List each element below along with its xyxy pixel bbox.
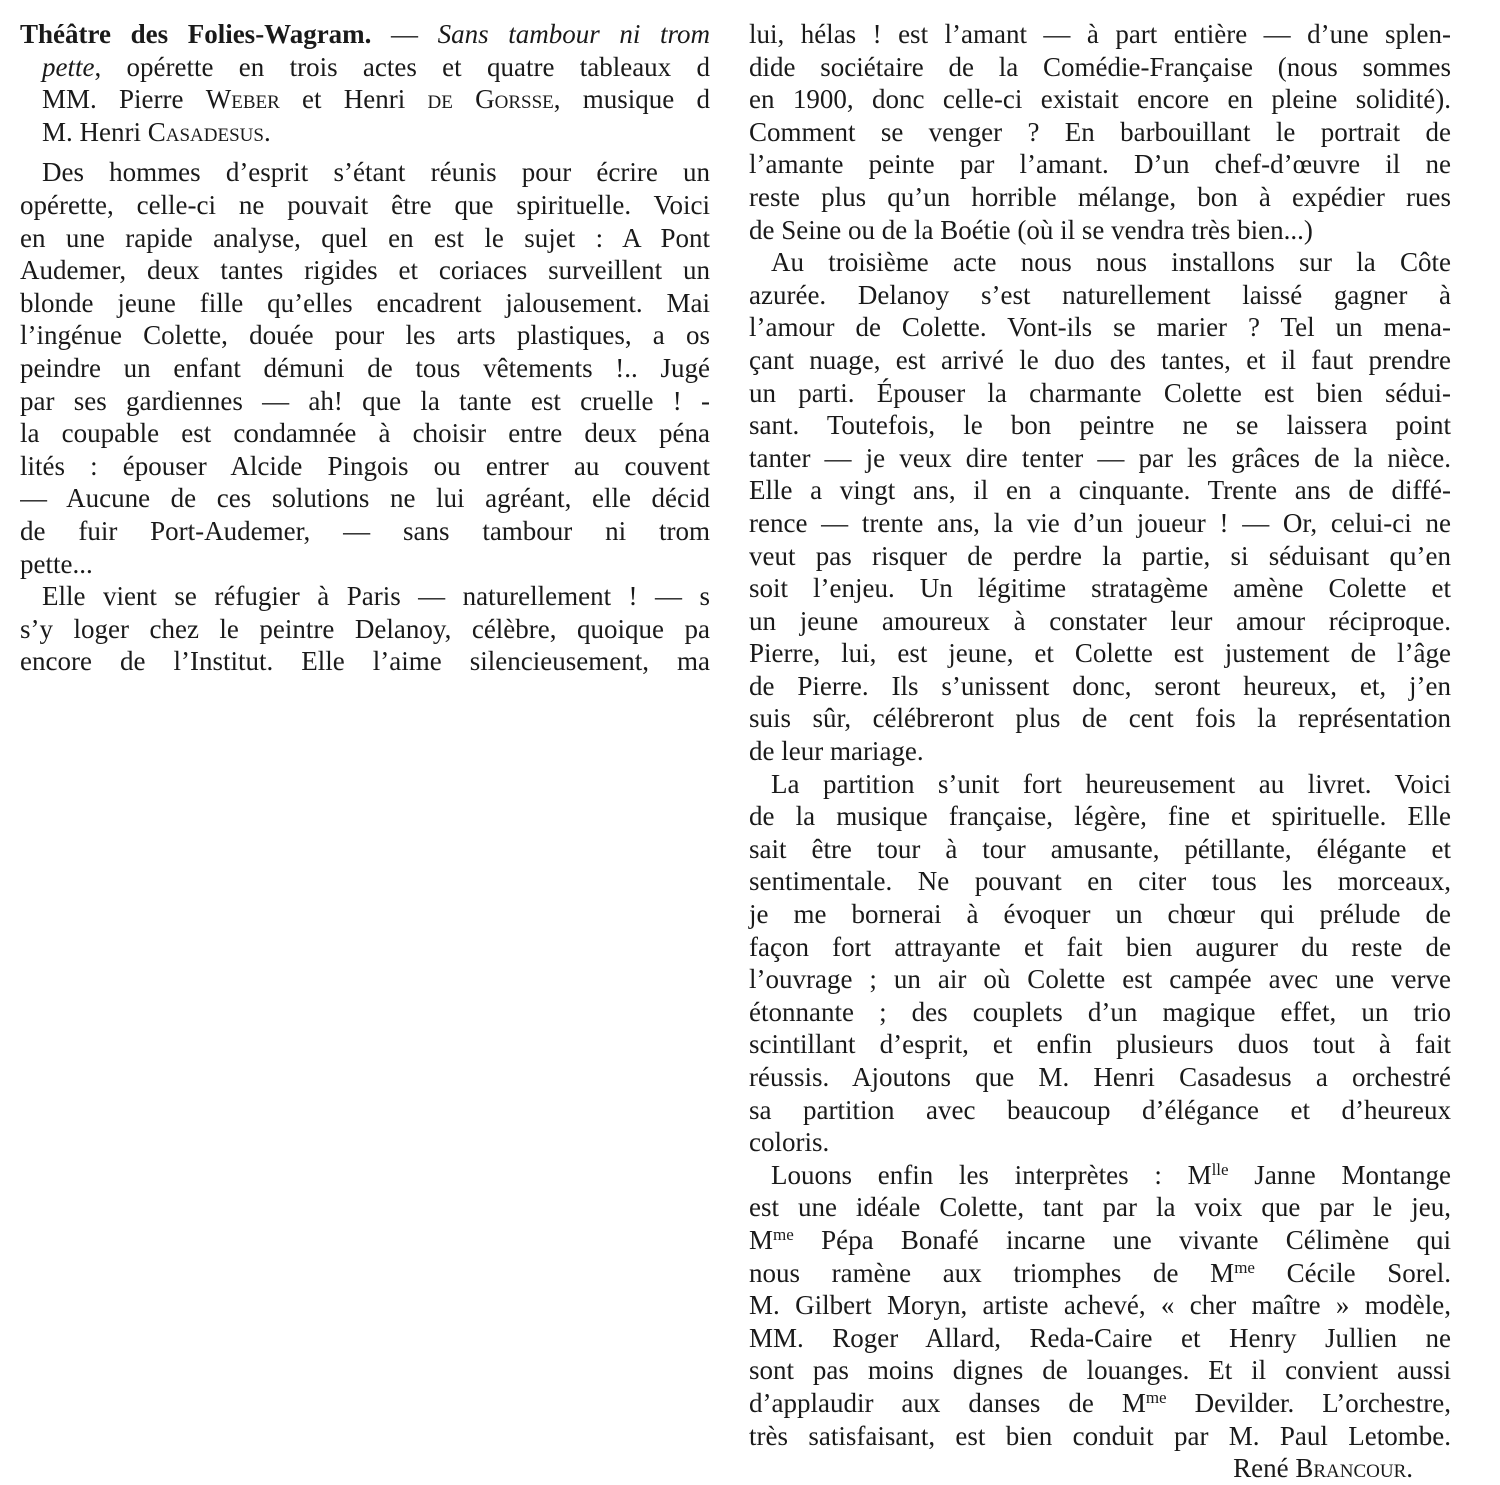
paragraph-line: d’applaudir aux danses de $M^{me}$ Devilder. L’orchestre, <box>749 1387 1451 1418</box>
paragraph-line: l’amour de Colette. Vont-ils se marier ? Tel un mena- <box>749 312 1451 343</box>
paragraph <box>20 580 710 678</box>
paragraph-line: lités : épouser Alcide Pingois ou entrer au couvent <box>20 450 710 481</box>
paragraph-line: Louons enfin les interprètes : $M^{lle}$ Janne Montange <box>771 1159 1451 1190</box>
paragraph-line: veut pas risquer de perdre la partie, si séduisant qu’en <box>749 540 1451 571</box>
paragraph-line: tanter — je veux dire tenter — par les grâces de la nièce. <box>749 442 1451 473</box>
paragraph-line: étonnante ; des couplets d’un magique effet, un trio <box>749 996 1451 1027</box>
paragraph-line: rence — trente ans, la vie d’un joueur ! — Or, celui-ci ne <box>749 507 1451 538</box>
paragraph-line: MM. Pierre Weber et Henri de Gorsse, musique d <box>42 84 710 115</box>
paragraph-line: peindre un enfant démuni de tous vêtements !.. Jugé <box>20 352 710 383</box>
paragraph-line: Elle a vingt ans, il en a cinquante. Trente ans de diffé- <box>749 475 1451 506</box>
paragraph-line: Audemer, deux tantes rigides et coriaces surveillent un <box>20 255 710 286</box>
author-name: Weber <box>205 84 280 115</box>
paragraph-line: très satisfaisant, est bien conduit par M. Paul Letombe. <box>749 1420 1451 1451</box>
paragraph <box>749 1159 1451 1452</box>
paragraph-line: l’ouvrage ; un air où Colette est campée avec une verve <box>749 964 1451 995</box>
paragraph <box>749 18 1451 246</box>
paragraph-line: La partition s’unit fort heureusement au livret. Voici <box>771 768 1451 799</box>
paragraph-line: un parti. Épouser la charmante Colette est bien sédui- <box>749 377 1451 408</box>
paragraph-line: de Seine ou de la Boétie (où il se vendra très bien...) <box>749 214 1313 245</box>
paragraph <box>749 768 1451 1159</box>
paragraph-line: en une rapide analyse, quel en est le sujet : A Pont <box>20 222 710 253</box>
paragraph-line: coloris. <box>749 1127 830 1158</box>
paragraph <box>749 246 1451 768</box>
paragraph-line: l’ingénue Colette, douée pour les arts plastiques, a os <box>20 320 710 351</box>
paragraph-line: sont pas moins dignes de louanges. Et il convient aussi <box>749 1355 1451 1386</box>
paragraph-line: M. Gilbert Moryn, artiste achevé, « cher maître » modèle, <box>749 1290 1451 1321</box>
review-heading-line <box>20 18 710 51</box>
honorific-superscript: me <box>773 1224 794 1244</box>
paragraph-line: nous ramène aux triomphes de $M^{me}$ Cécile Sorel. <box>749 1257 1451 1288</box>
paragraph-line: suis sûr, célébreront plus de cent fois la représentation <box>749 703 1451 734</box>
paragraph <box>20 156 710 580</box>
author-name: de Gorsse <box>427 84 554 115</box>
paragraph-line: sentimentale. Ne pouvant en citer tous les morceaux, <box>749 866 1451 897</box>
paragraph-line: MM. Roger Allard, Reda-Caire et Henry Jullien ne <box>749 1322 1451 1353</box>
paragraph-line: — Aucune de ces solutions ne lui agréant, elle décid <box>20 483 710 514</box>
paragraph-line: est une idéale Colette, tant par la voix que par le jeu, <box>749 1192 1451 1223</box>
honorific-superscript: lle <box>1211 1159 1229 1179</box>
paragraph-line: façon fort attrayante et fait bien augurer du reste de <box>749 931 1451 962</box>
play-title: Sans tambour ni trom <box>437 19 710 49</box>
paragraph-line: çant nuage, est arrivé le duo des tantes, et il faut prendre <box>749 344 1451 375</box>
paragraph-line: Elle vient se réfugier à Paris — naturellement ! — s <box>42 581 710 612</box>
theatre-heading: Théâtre des Folies-Wagram. <box>20 19 372 49</box>
paragraph-line: de la musique française, légère, fine et spirituelle. Elle <box>749 801 1451 832</box>
honorific-superscript: me <box>1234 1257 1255 1277</box>
paragraph-line: sait être tour à tour amusante, pétillante, élégante et <box>749 833 1451 864</box>
paragraph-line: blonde jeune fille qu’elles encadrent jalousement. Mai <box>20 287 710 318</box>
left-column <box>20 18 710 678</box>
paragraph-line: sa partition avec beaucoup d’élégance et d’heureux <box>749 1094 1451 1125</box>
heading-dash: — <box>371 19 438 49</box>
paragraph-line: encore de l’Institut. Elle l’aime silencieusement, ma <box>20 646 710 677</box>
paragraph-line: réussis. Ajoutons que M. Henri Casadesus a orchestré <box>749 1062 1451 1092</box>
paragraph-line: dide sociétaire de la Comédie-Française (nous sommes <box>749 51 1451 82</box>
paragraph-line: opérette, celle-ci ne pouvait être que spirituelle. Voici <box>20 189 710 220</box>
paragraph-line: lui, hélas ! est l’amant — à part entière — d’une splen- <box>749 19 1451 49</box>
paragraph-line: azurée. Delanoy s’est naturellement laissé gagner à <box>749 279 1451 310</box>
composer-name: Casadesus <box>147 116 264 147</box>
paragraph-line: un jeune amoureux à constater leur amour réciproque. <box>749 605 1451 636</box>
paragraph-line: pette, opérette en trois actes et quatre tableaux d <box>42 51 710 82</box>
paragraph-line: de Pierre. Ils s’unissent donc, seront heureux, et, j’en <box>749 670 1451 701</box>
paragraph-line: Comment se venger ? En barbouillant le portrait de <box>749 116 1451 147</box>
author-signature: René Brancour. <box>1233 1453 1413 1484</box>
honorific-superscript: me <box>1145 1387 1167 1407</box>
paragraph-line: je me bornerai à évoquer un chœur qui prélude de <box>749 899 1451 930</box>
paragraph-line: de fuir Port-Audemer, — sans tambour ni trom <box>20 515 710 546</box>
paragraph-line: soit l’enjeu. Un légitime stratagème amène Colette et <box>749 573 1451 604</box>
paragraph-line: de leur mariage. <box>749 736 924 767</box>
paragraph-line: M. Henri Casadesus. <box>42 116 271 147</box>
paragraph-line: par ses gardiennes — ah! que la tante est cruelle ! - <box>20 385 710 416</box>
paragraph-line: Au troisième acte nous nous installons sur la Côte <box>771 247 1451 278</box>
paragraph-line: Pierre, lui, est jeune, et Colette est justement de l’âge <box>749 638 1451 669</box>
signature-surname: Brancour <box>1295 1453 1407 1484</box>
paragraph-line: l’amante peinte par l’amant. D’un chef-d’œuvre il ne <box>749 149 1451 180</box>
right-column <box>749 18 1451 1485</box>
paragraph-line: Des hommes d’esprit s’étant réunis pour écrire un <box>42 157 710 188</box>
paragraph-line: $M^{me}$ Pépa Bonafé incarne une vivante Célimène qui <box>749 1224 1451 1255</box>
paragraph-line: pette... <box>20 548 93 579</box>
play-title-continued: pette <box>42 51 95 82</box>
paragraph-line: reste plus qu’un horrible mélange, bon à expédier rues <box>749 181 1451 212</box>
paragraph-line: en 1900, donc celle-ci existait encore en pleine solidité). <box>749 84 1451 115</box>
paragraph-line: la coupable est condamnée à choisir entre deux péna <box>20 418 710 449</box>
paragraph-line: s’y loger chez le peintre Delanoy, célèbre, quoique pa <box>20 613 710 644</box>
paragraph-line: scintillant d’esprit, et enfin plusieurs duos tout à fait <box>749 1029 1451 1060</box>
paragraph-line: sant. Toutefois, le bon peintre ne se laissera point <box>749 410 1451 441</box>
